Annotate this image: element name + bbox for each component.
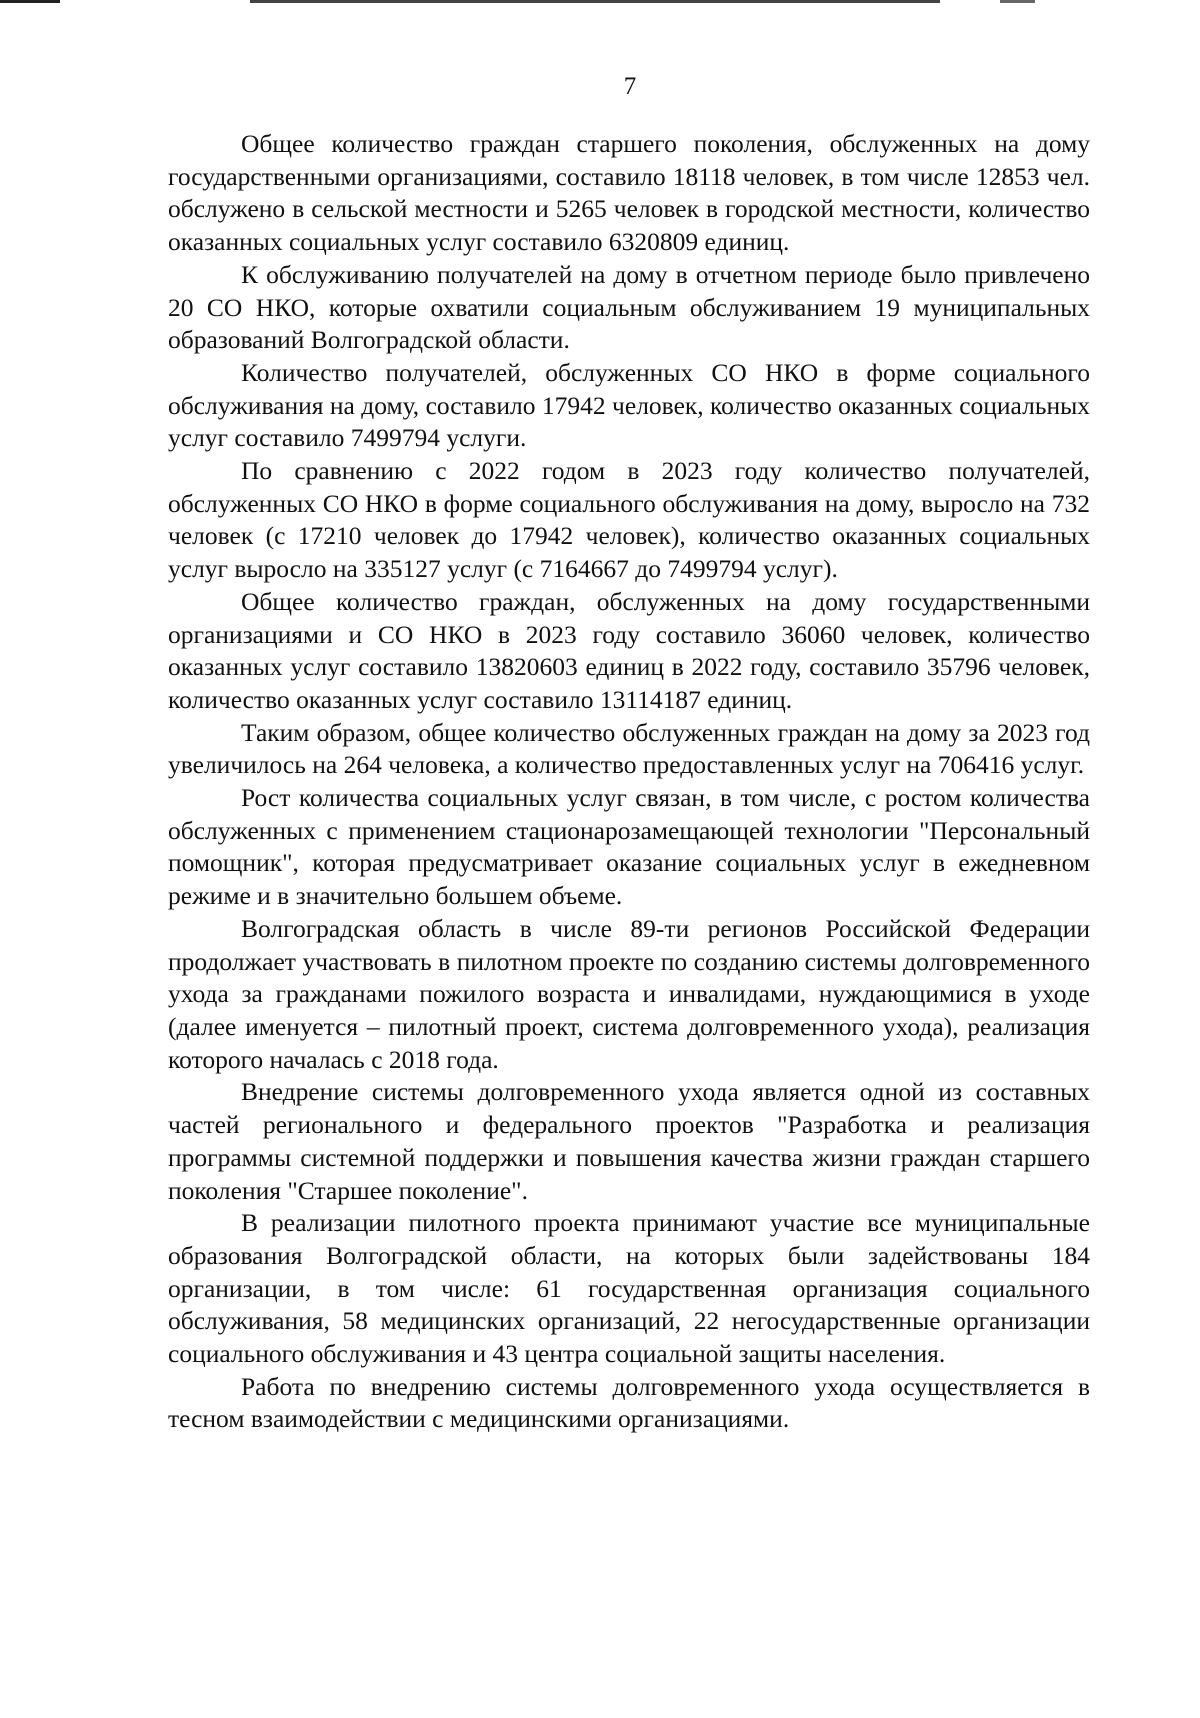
scan-top-edge [0,0,1200,3]
paragraph-growth-reason: Рост количества социальных услуг связан, в том числе, с ростом количества обслуженных с применением стационарозамещающей технологии "Персональный помощник", которая предусматривает оказание социальных услуг в ежедневном режиме и в значительно большем объеме. [168,783,1090,911]
paragraph-comparison-2022: По сравнению с 2022 годом в 2023 году количество получателей, обслуженных СО НКО в форме социального обслуживания на дому, выросло на 732 человек (с 17210 человек до 17942 человек), количество оказанных социальных услуг выросло на 335127 услуг (с 7164667 до 7499794 услуг). [168,456,1090,584]
paragraph-participants: В реализации пилотного проекта принимают участие все муниципальные образования Волгоградской области, на которых были задействованы 184 организации, в том числе: 61 государственная организация социального обслуживания, 58 медицинских организаций, 22 негосударственные организации социального обслуживания и 43 центра социальной защиты населения. [168,1208,1090,1369]
paragraph-nko-involvement: К обслуживанию получателей на дому в отчетном периоде было привлечено 20 СО НКО, которые охватили социальным обслуживанием 19 муниципальных образований Волгоградской области. [168,259,1090,355]
paragraph-increase-summary: Таким образом, общее количество обслуженных граждан на дому за 2023 год увеличилось на 264 человека, а количество предоставленных услуг на 706416 услуг. [168,717,1090,780]
paragraph-pilot-project: Волгоградская область в числе 89-ти регионов Российской Федерации продолжает участвовать в пилотном проекте по созданию системы долговременного ухода за гражданами пожилого возраста и инвалидами, нуждающимися в уходе (далее именуется – пилотный проект, система долговременного ухода), реализация которого началась с 2018 года. [168,913,1090,1074]
paragraph-medical-cooperation: Работа по внедрению системы долговременного ухода осуществляется в тесном взаимодействии с медицинскими организациями. [168,1371,1090,1434]
page-number: 7 [623,73,637,100]
paragraph-home-service-state: Общее количество граждан старшего поколения, обслуженных на дому государственными организациями, составило 18118 человек, в том числе 12853 чел. обслужено в сельской местности и 5265 человек в городской местности, количество оказанных социальных услуг составило 6320809 единиц. [168,129,1090,257]
paragraph-implementation: Внедрение системы долговременного ухода является одной из составных частей регионального и федерального проектов "Разработка и реализация программы системной поддержки и повышения качества жизни граждан старшего поколения "Старшее поколение". [168,1077,1090,1205]
paragraph-nko-recipients: Количество получателей, обслуженных СО НКО в форме социального обслуживания на дому, составило 17942 человек, количество оказанных социальных услуг составило 7499794 услуги. [168,357,1090,453]
paragraph-total-served: Общее количество граждан, обслуженных на дому государственными организациями и СО НКО в 2023 году составило 36060 человек, количество оказанных услуг составило 13820603 единиц в 2022 году, составило 35796 человек, количество оказанных услуг составило 13114187 единиц. [168,586,1090,714]
document-body [168,128,1090,1436]
